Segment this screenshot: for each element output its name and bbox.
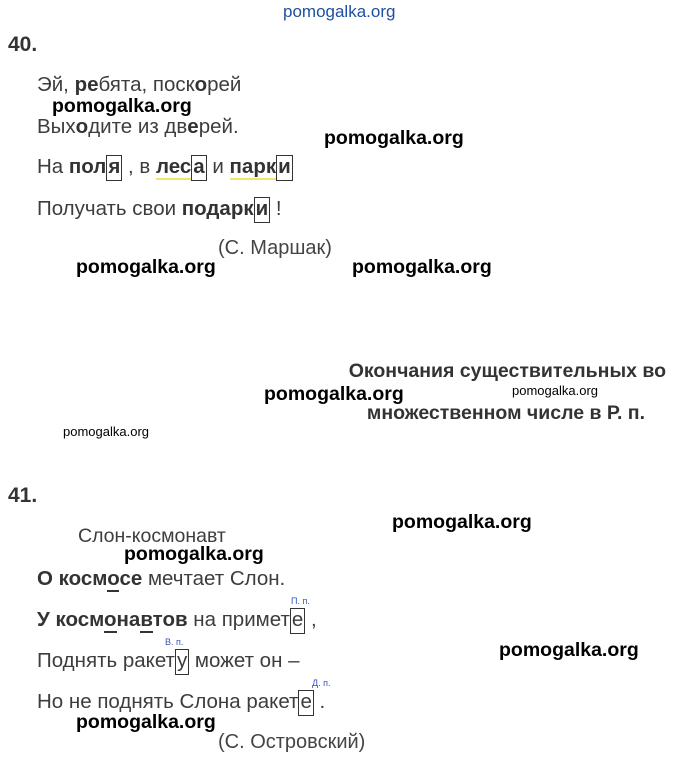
ending-box: и	[276, 155, 293, 181]
section-heading-line-1: Окончания существительных во	[348, 360, 666, 382]
case-label-prepositional: П. п.	[291, 596, 310, 606]
ex40-line-4: Получать свои подарки !	[37, 197, 282, 223]
ex41-line-2: У космонавтов на примете ,	[37, 608, 317, 634]
watermark: pomogalka.org	[392, 511, 532, 533]
ex40-line-1: Эй, ребята, поскорей	[37, 73, 242, 96]
ending-box: у	[175, 649, 189, 675]
ex40-line-2: Выходите из дверей.	[37, 115, 239, 138]
exercise-40-number: 40.	[8, 33, 38, 56]
ex41-line-1: О космосе мечтает Слон.	[37, 567, 286, 590]
ending-box: е	[290, 608, 305, 634]
watermark: pomogalka.org	[499, 639, 639, 661]
ending-box: я	[106, 155, 122, 181]
section-heading-line-2: множественном числе в Р. п.	[366, 402, 645, 424]
ending-box: е	[298, 690, 313, 716]
case-label-accusative: В. п.	[165, 637, 184, 647]
ending-box: и	[254, 197, 271, 223]
ex40-author: (С. Маршак)	[218, 237, 332, 259]
exercise-41-number: 41.	[8, 484, 38, 507]
ex41-author: (С. Островский)	[218, 731, 366, 753]
watermark: pomogalka.org	[76, 256, 216, 278]
ex41-line-3: Поднять ракету может он –	[37, 649, 300, 675]
case-label-dative: Д. п.	[312, 678, 331, 688]
watermark: pomogalka.org	[512, 383, 598, 398]
watermark: pomogalka.org	[76, 711, 216, 733]
watermark: pomogalka.org	[324, 127, 464, 149]
watermark: pomogalka.org	[63, 424, 149, 439]
watermark: pomogalka.org	[124, 543, 264, 565]
watermark: pomogalka.org	[52, 95, 192, 117]
ex40-line-3: На поля , в леса и парки	[37, 155, 293, 181]
watermark: pomogalka.org	[264, 383, 404, 405]
ending-box: а	[191, 155, 206, 181]
watermark-top: pomogalka.org	[283, 2, 396, 21]
ex41-poem-title: Слон-космонавт	[78, 525, 226, 547]
ex41-line-4: Но не поднять Слона ракете .	[37, 690, 325, 716]
watermark: pomogalka.org	[352, 256, 492, 278]
